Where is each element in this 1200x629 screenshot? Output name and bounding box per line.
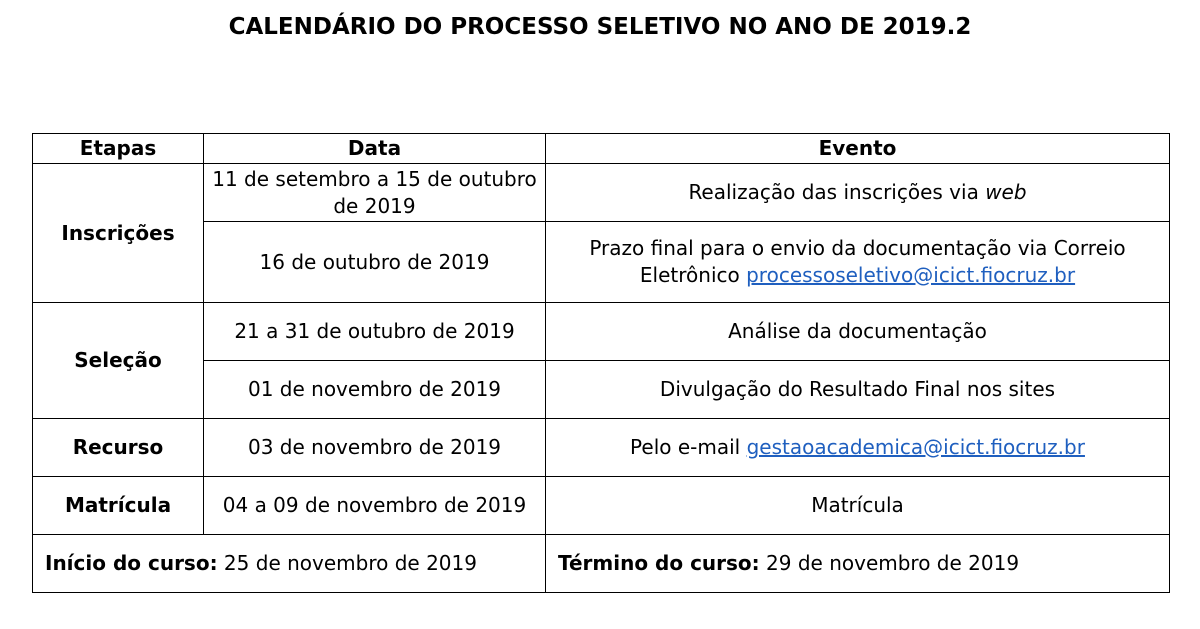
course-start-label: Início do curso: (45, 551, 218, 575)
data-cell: 16 de outubro de 2019 (204, 222, 546, 303)
data-cell: 03 de novembro de 2019 (204, 419, 546, 477)
table-row (33, 419, 1170, 477)
evento-cell: Matrícula (546, 477, 1170, 535)
etapa-matricula: Matrícula (33, 477, 204, 535)
etapa-recurso: Recurso (33, 419, 204, 477)
course-end (546, 535, 1170, 593)
table-row (33, 222, 1170, 303)
etapa-selecao: Seleção (33, 303, 204, 419)
course-start (33, 535, 546, 593)
data-cell: 01 de novembro de 2019 (204, 361, 546, 419)
data-cell: 11 de setembro a 15 de outubro de 2019 (204, 164, 546, 222)
evento-cell (546, 164, 1170, 222)
footer-row (33, 535, 1170, 593)
course-end-value: 29 de novembro de 2019 (759, 551, 1020, 575)
table-header-row (33, 134, 1170, 164)
evento-text: Realização das inscrições via (688, 180, 986, 204)
table-row (33, 477, 1170, 535)
email-link-processoseletivo[interactable]: processoseletivo@icict.fiocruz.br (746, 263, 1076, 287)
evento-cell (546, 419, 1170, 477)
course-start-value: 25 de novembro de 2019 (217, 551, 477, 575)
header-evento: Evento (546, 134, 1170, 164)
header-etapas: Etapas (33, 134, 204, 164)
evento-cell: Análise da documentação (546, 303, 1170, 361)
calendar-table (32, 133, 1170, 593)
table-row (33, 164, 1170, 222)
evento-text: Pelo e-mail (630, 435, 747, 459)
header-data: Data (204, 134, 546, 164)
evento-text: Prazo final para o envio da documentação via Correio Eletrônico (589, 236, 1126, 287)
etapa-inscricoes: Inscrições (33, 164, 204, 303)
email-link-gestaoacademica[interactable]: gestaoacademica@icict.fiocruz.br (746, 435, 1085, 459)
data-cell: 21 a 31 de outubro de 2019 (204, 303, 546, 361)
table-row (33, 303, 1170, 361)
page-title: CALENDÁRIO DO PROCESSO SELETIVO NO ANO DE 2019.2 (228, 14, 972, 40)
data-cell: 04 a 09 de novembro de 2019 (204, 477, 546, 535)
evento-cell (546, 222, 1170, 303)
evento-emphasis: web (985, 180, 1027, 204)
course-end-label: Término do curso: (558, 551, 760, 575)
evento-cell: Divulgação do Resultado Final nos sites (546, 361, 1170, 419)
table-row (33, 361, 1170, 419)
